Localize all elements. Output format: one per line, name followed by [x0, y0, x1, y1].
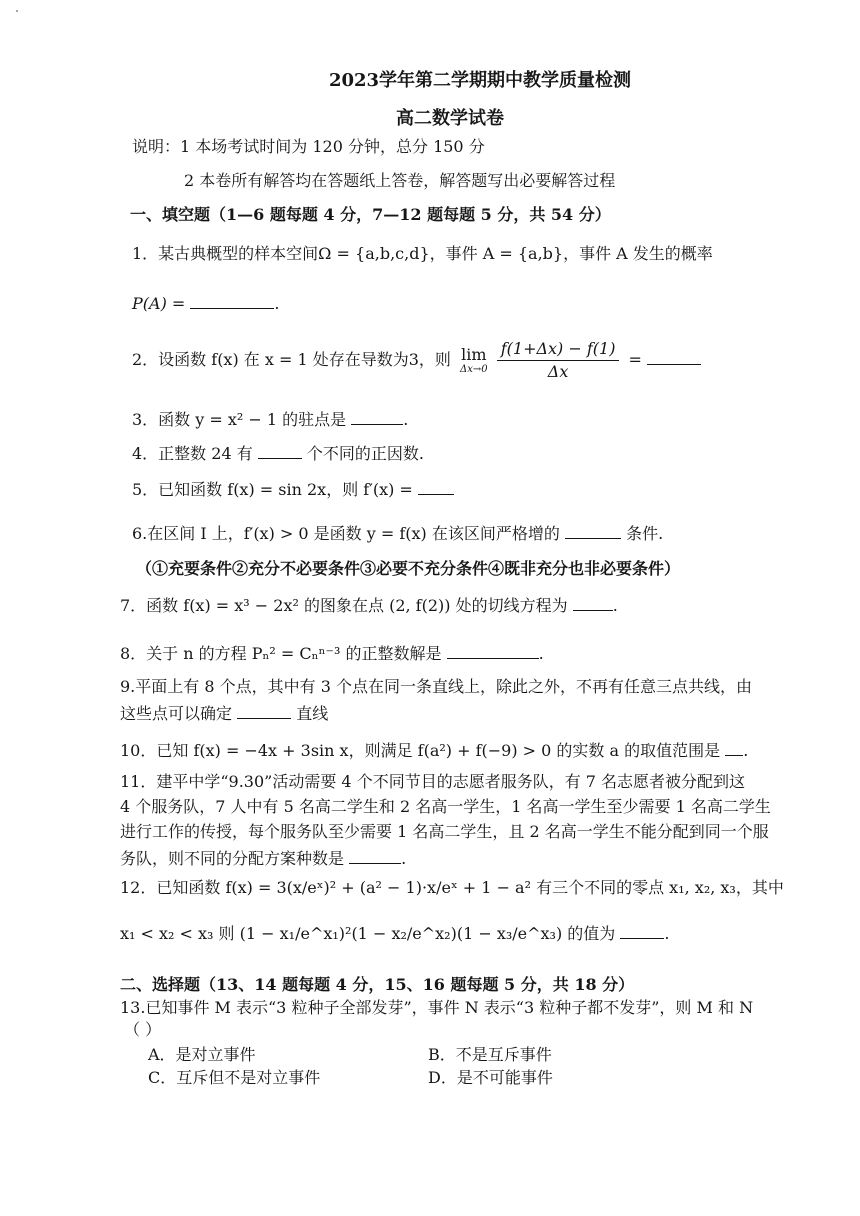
lim-subscript: Δx→0 — [460, 363, 488, 375]
equals-sign: = — [628, 350, 642, 369]
question-9-text-b: 这些点可以确定 — [120, 704, 233, 723]
question-2-text: 2．设函数 f(x) 在 x = 1 处存在导数为3，则 — [132, 350, 451, 369]
answer-blank-9[interactable] — [237, 702, 291, 719]
period: . — [401, 849, 407, 868]
exam-subtitle: 高二数学试卷 — [396, 108, 504, 129]
question-7 — [120, 594, 618, 616]
question-12-text-b: x₁ < x₂ < x₃ 则 (1 − x₁/e^x₁)²(1 − x₂/e^x₂)(1 − x₃/e^x₃) 的值为 — [120, 924, 616, 943]
period: . — [743, 741, 749, 760]
section-1-heading: 一、填空题（1—6 题每题 4 分，7—12 题每题 5 分，共 54 分） — [130, 205, 611, 224]
question-6-text-b: 条件. — [626, 524, 664, 543]
lim-word: lim — [461, 344, 487, 364]
question-11-line-1: 11．建平中学“9.30”活动需要 4 个不同节目的志愿者服务队，有 7 名志愿者被分配到这 — [120, 772, 746, 791]
option-a[interactable]: A．是对立事件 — [148, 1045, 256, 1064]
question-2 — [132, 336, 701, 384]
answer-blank-12[interactable] — [620, 922, 664, 939]
question-9-text-c: 直线 — [296, 704, 329, 723]
question-10 — [120, 739, 748, 761]
note-2: 2 本卷所有解答均在答题纸上答卷，解答题写出必要解答过程 — [184, 171, 616, 190]
answer-blank-4[interactable] — [258, 442, 302, 459]
question-7-text: 7．函数 f(x) = x³ − 2x² 的图象在点 (2, f(2)) 处的切线方程为 — [120, 596, 568, 615]
fraction-denominator: Δx — [547, 362, 569, 381]
note-1: 说明：1 本场考试时间为 120 分钟，总分 150 分 — [132, 137, 485, 156]
answer-blank-1[interactable] — [190, 292, 274, 309]
question-1-lhs: P(A) = — [132, 294, 186, 313]
answer-blank-8[interactable] — [447, 642, 539, 659]
question-4 — [132, 442, 424, 464]
answer-blank-2[interactable] — [647, 348, 701, 365]
limit-operator — [460, 346, 488, 376]
option-c[interactable]: C．互斥但不是对立事件 — [148, 1068, 321, 1087]
question-11-text-d: 务队，则不同的分配方案种数是 — [120, 849, 345, 868]
answer-blank-3[interactable] — [351, 408, 403, 425]
scan-speck — [16, 10, 18, 12]
answer-blank-6[interactable] — [565, 522, 621, 539]
question-4-text-b: 个不同的正因数. — [306, 444, 424, 463]
question-9-line-2 — [120, 702, 328, 724]
question-9-line-1: 9.平面上有 8 个点，其中有 3 个点在同一条直线上，除此之外，不再有任意三点共线，由 — [120, 677, 752, 696]
fraction-numerator: f(1+Δx) − f(1) — [497, 338, 620, 361]
answer-blank-5[interactable] — [418, 478, 454, 495]
section-2-heading: 二、选择题（13、14 题每题 4 分，15、16 题每题 5 分，共 18 分） — [120, 975, 635, 994]
question-11-line-2: 4 个服务队，7 人中有 5 名高二学生和 2 名高一学生，1 名高一学生至少需要 1 名高二学生 — [120, 797, 771, 816]
question-8-text: 8．关于 n 的方程 Pₙ² = Cₙⁿ⁻³ 的正整数解是 — [120, 644, 442, 663]
question-3-text: 3．函数 y = x² − 1 的驻点是 — [132, 410, 347, 429]
question-1-line-1: 1．某古典概型的样本空间Ω = {a,b,c,d}，事件 A = {a,b}，事件 A 发生的概率 — [132, 244, 713, 263]
difference-quotient — [497, 338, 620, 383]
question-13-bracket: （ ） — [124, 1020, 162, 1039]
exam-title: 2023学年第二学期期中教学质量检测 — [328, 70, 632, 91]
question-11-line-4 — [120, 847, 406, 869]
question-4-text-a: 4．正整数 24 有 — [132, 444, 253, 463]
question-1-line-2 — [132, 292, 279, 314]
answer-blank-7[interactable] — [573, 594, 613, 611]
option-b[interactable]: B．不是互斥事件 — [428, 1045, 552, 1064]
answer-blank-10[interactable] — [725, 739, 743, 756]
question-8 — [120, 642, 544, 664]
option-d[interactable]: D．是不可能事件 — [428, 1068, 553, 1087]
question-6-choices: （①充要条件②充分不必要条件③必要不充分条件④既非充分也非必要条件） — [136, 559, 681, 578]
question-11-line-3: 进行工作的传授，每个服务队至少需要 1 名高二学生，且 2 名高一学生不能分配到同一个服 — [120, 822, 769, 841]
question-12-line-1: 12．已知函数 f(x) = 3(x/eˣ)² + (a² − 1)·x/eˣ + 1 − a² 有三个不同的零点 x₁, x₂, x₃，其中 — [120, 878, 784, 897]
answer-blank-11[interactable] — [349, 847, 401, 864]
period: . — [538, 644, 544, 663]
question-6 — [132, 522, 663, 544]
question-3 — [132, 408, 408, 430]
period: . — [274, 294, 280, 313]
period: . — [612, 596, 618, 615]
question-10-text: 10．已知 f(x) = −4x + 3sin x，则满足 f(a²) + f(−9) > 0 的实数 a 的取值范围是 — [120, 741, 721, 760]
question-5 — [132, 478, 454, 500]
question-6-text-a: 6.在区间 I 上，f′(x) > 0 是函数 y = f(x) 在该区间严格增的 — [132, 524, 560, 543]
question-13: 13.已知事件 M 表示“3 粒种子全部发芽”，事件 N 表示“3 粒种子都不发芽”，则 M 和 N — [120, 998, 754, 1017]
period: . — [664, 924, 670, 943]
period: . — [403, 410, 409, 429]
question-12-line-2 — [120, 922, 669, 944]
question-5-text: 5．已知函数 f(x) = sin 2x，则 f′(x) = — [132, 480, 413, 499]
